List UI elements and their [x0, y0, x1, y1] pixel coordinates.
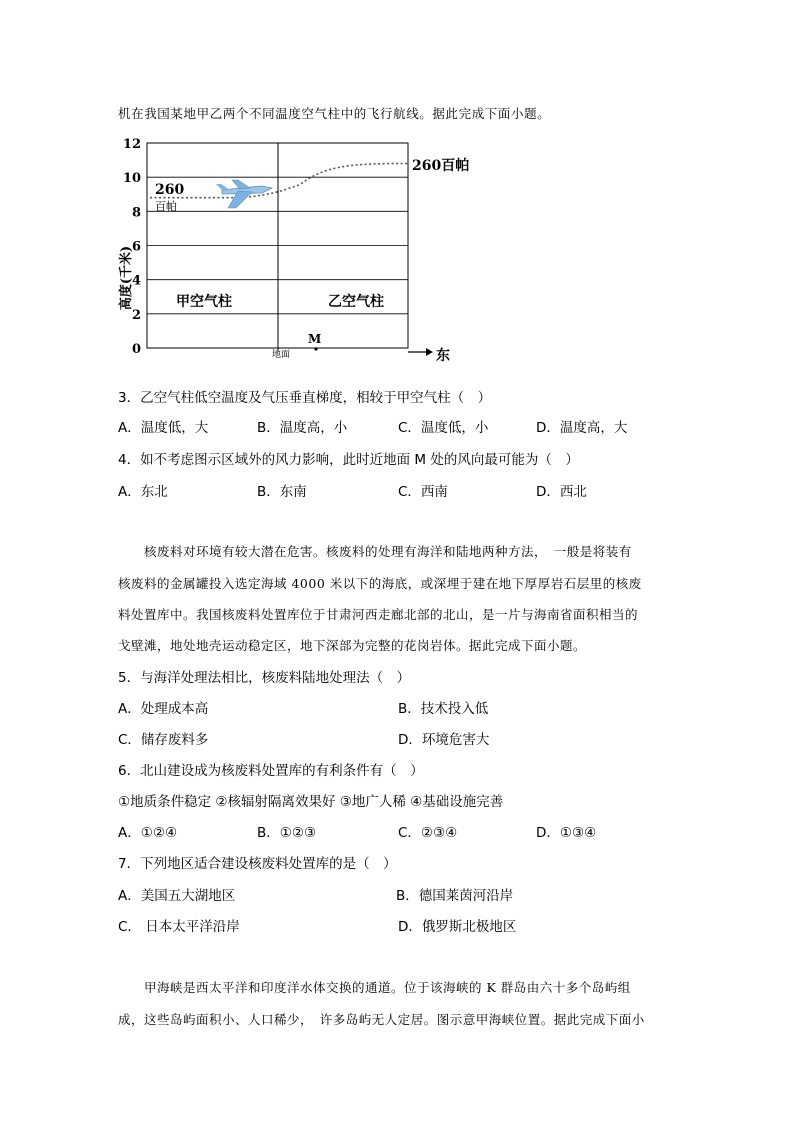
q4-option-b[interactable]: B．东南 — [257, 484, 307, 500]
q3-option-b[interactable]: B．温度高，小 — [257, 420, 348, 436]
question-3-stem: 3．乙空气柱低空温度及气压垂直梯度，相较于甲空气柱（ ） — [118, 390, 492, 406]
ground-label: 地面 — [272, 350, 291, 360]
q6-option-b[interactable]: B．①②③ — [257, 825, 317, 841]
question-6-items: ①地质条件稳定 ②核辐射隔离效果好 ③地广人稀 ④基础设施完善 — [118, 794, 504, 810]
y-tick-0: 0 — [131, 342, 141, 357]
question-6-stem: 6．北山建设成为核废料处置库的有利条件有（ ） — [118, 763, 424, 779]
x-arrow-head — [426, 348, 433, 356]
q5-option-c[interactable]: C．储存废料多 — [118, 732, 209, 748]
y-tick-4: 4 — [131, 273, 141, 289]
q6-option-a[interactable]: A．①②④ — [118, 825, 178, 841]
y-tick-2: 2 — [131, 307, 141, 323]
column-label-jia: 甲空气柱 — [176, 294, 232, 310]
y-tick-12: 12 — [122, 137, 141, 152]
passage2-line-4: 戈壁滩，地处地壳运动稳定区，地下深部为完整的花岗岩体。据此完成下面小题。 — [118, 638, 587, 653]
air-column-diagram — [0, 130, 794, 390]
isobar-left-value: 260 — [155, 182, 185, 198]
intro-line: 机在我国某地甲乙两个不同温度空气柱中的飞行航线。据此完成下面小题。 — [118, 106, 551, 121]
question-7-stem: 7．下列地区适合建设核废料处置库的是（ ） — [118, 856, 397, 872]
q5-option-b[interactable]: B．技术投入低 — [398, 701, 489, 717]
y-tick-10: 10 — [122, 171, 141, 187]
column-label-yi: 乙空气柱 — [328, 294, 384, 310]
q4-option-d[interactable]: D．西北 — [536, 484, 587, 500]
q7-option-c[interactable]: C． 日本太平洋沿岸 — [118, 919, 240, 935]
q3-option-d[interactable]: D．温度高，大 — [536, 420, 628, 436]
passage2-line-1: 核废料对环境有较大潜在危害。核废料的处理有海洋和陆地两种方法， 一般是将装有 — [118, 544, 632, 559]
point-m-label: M — [308, 332, 322, 346]
q6-option-c[interactable]: C．②③④ — [398, 825, 458, 841]
q5-option-d[interactable]: D．环境危害大 — [398, 732, 490, 748]
q7-option-a[interactable]: A．美国五大湖地区 — [118, 888, 236, 904]
q5-option-a[interactable]: A．处理成本高 — [118, 701, 209, 717]
y-tick-6: 6 — [131, 239, 141, 255]
q4-option-c[interactable]: C．西南 — [398, 484, 448, 500]
q3-option-c[interactable]: C．温度低，小 — [398, 420, 489, 436]
q6-option-d[interactable]: D．①③④ — [536, 825, 597, 841]
q7-option-b[interactable]: B．德国莱茵河沿岸 — [396, 888, 514, 904]
isobar-left-unit: 百帕 — [155, 200, 177, 213]
question-4-stem: 4．如不考虑图示区域外的风力影响，此时近地面 M 处的风向最可能为（ ） — [118, 452, 579, 468]
diagram-grid — [147, 143, 408, 352]
y-tick-8: 8 — [131, 205, 141, 221]
q3-option-a[interactable]: A．温度低，大 — [118, 420, 209, 436]
x-arrow-label: 东 — [436, 348, 450, 364]
question-5-stem: 5．与海洋处理法相比，核废料陆地处理法（ ） — [118, 670, 411, 686]
y-axis-label: 高度(千米) — [119, 245, 134, 311]
passage3-line-2: 成，这些岛屿面积小、人口稀少， 许多岛屿无人定居。图示意甲海峡位置。据此完成下面小 — [118, 1012, 645, 1027]
isobar-right-label: 260百帕 — [412, 158, 470, 174]
airplane-icon — [216, 180, 272, 208]
point-m — [314, 347, 317, 350]
passage2-line-2: 核废料的金属罐投入选定海域 4000 米以下的海底，或深埋于建在地下厚厚岩石层里的核废 — [118, 576, 642, 591]
q7-option-d[interactable]: D．俄罗斯北极地区 — [398, 919, 517, 935]
passage3-line-1: 甲海峡是西太平洋和印度洋水体交换的通道。位于该海峡的 K 群岛由六十多个岛屿组 — [118, 980, 631, 995]
passage2-line-3: 料处置库中。我国核废料处置库位于甘肃河西走廊北部的北山，是一片与海南省面积相当的 — [118, 607, 639, 622]
q4-option-a[interactable]: A．东北 — [118, 484, 168, 500]
isobar-260-line — [150, 164, 408, 198]
